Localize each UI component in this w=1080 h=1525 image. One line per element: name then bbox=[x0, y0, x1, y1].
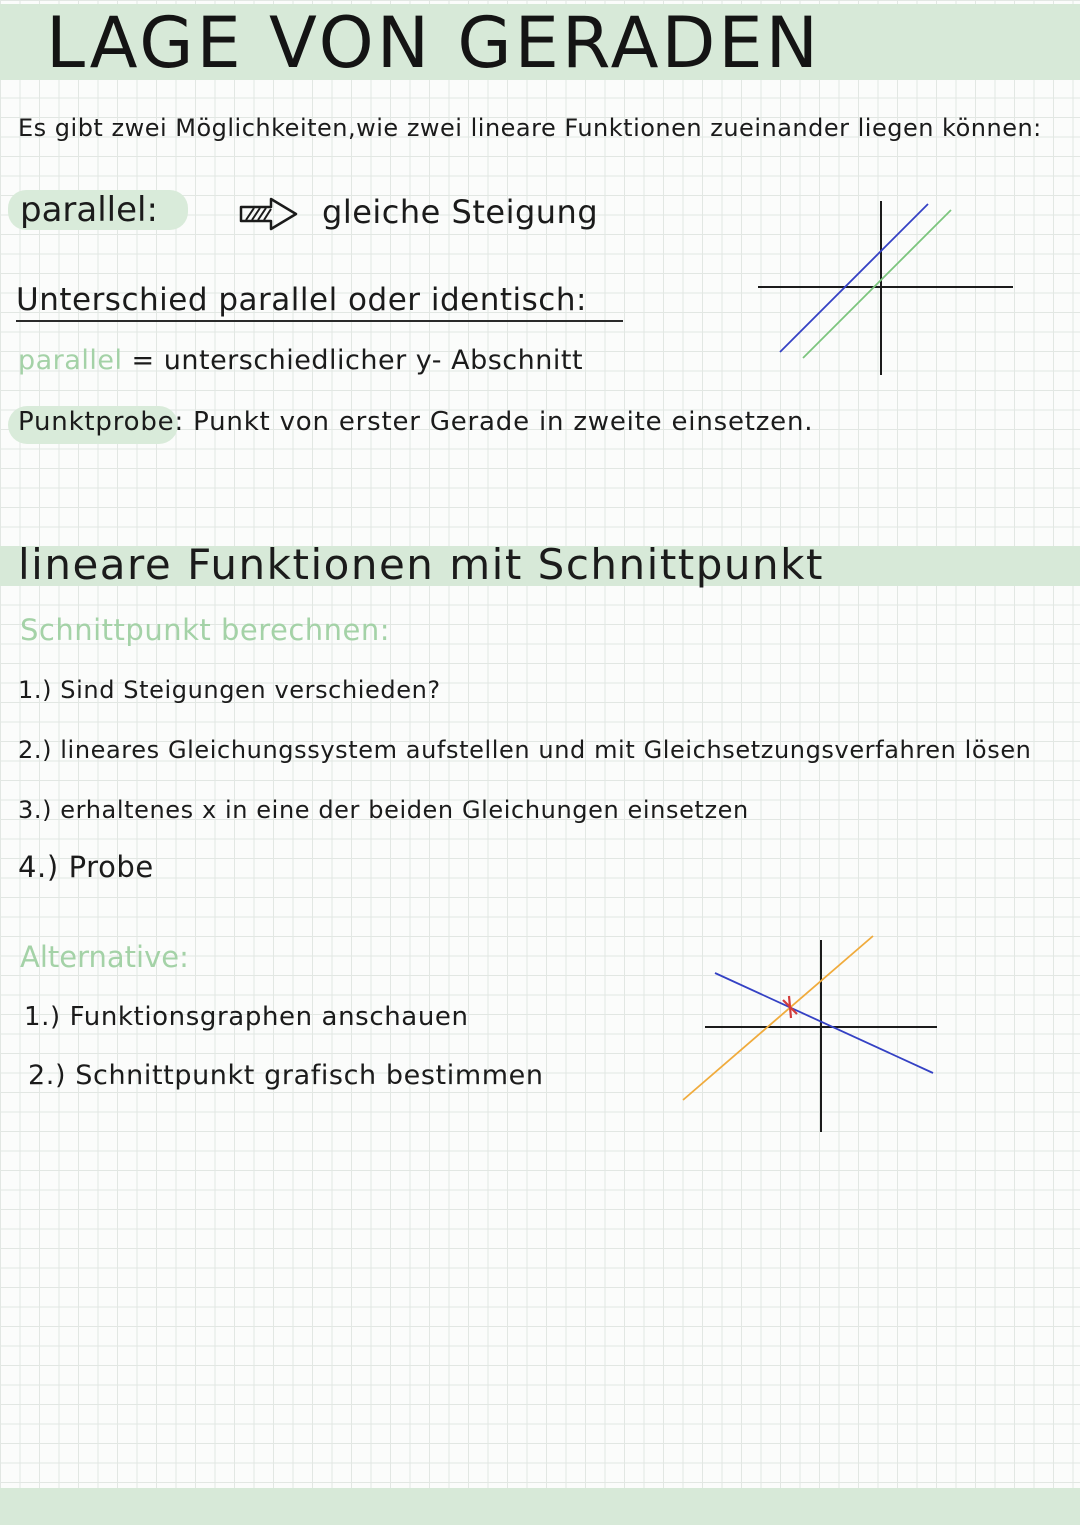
parallel-line-green bbox=[803, 210, 951, 358]
cross-marker-icon bbox=[783, 996, 797, 1018]
arrow-right-icon bbox=[238, 194, 300, 234]
intersection-graph bbox=[675, 932, 945, 1137]
section-title: lineare Funktionen mit Schnittpunkt bbox=[18, 540, 824, 589]
alternative-label: Alternative: bbox=[20, 940, 189, 974]
definition-text: = unterschiedlicher y- Abschnitt bbox=[131, 345, 584, 376]
punktprobe-label: Punktprobe: bbox=[18, 407, 185, 437]
difference-heading: Unterschied parallel oder identisch: bbox=[16, 282, 623, 322]
alternative-step-2: 2.) Schnittpunkt grafisch bestimmen bbox=[28, 1060, 544, 1091]
page-title: LAGE VON GERADEN bbox=[46, 2, 822, 84]
footer-band bbox=[0, 1488, 1080, 1525]
step-3: 3.) erhaltenes x in eine der beiden Gleichungen einsetzen bbox=[18, 796, 749, 824]
step-2: 2.) lineares Gleichungssystem aufstellen und mit Gleichsetzungsverfahren lösen bbox=[18, 736, 1032, 764]
parallel-definition bbox=[18, 345, 583, 376]
punktprobe-text: Punkt von erster Gerade in zweite einsetzen. bbox=[193, 407, 814, 437]
intro-text: Es gibt zwei Möglichkeiten,wie zwei lineare Funktionen zueinander liegen können: bbox=[18, 114, 1042, 142]
parallel-graph bbox=[755, 195, 1020, 380]
same-slope-text: gleiche Steigung bbox=[322, 193, 599, 231]
punktprobe-line bbox=[18, 407, 813, 437]
parallel-label: parallel: bbox=[20, 190, 158, 230]
step-1: 1.) Sind Steigungen verschieden? bbox=[18, 676, 441, 704]
parallel-line-blue bbox=[780, 204, 928, 352]
parallel-term: parallel bbox=[18, 345, 123, 376]
alternative-step-1: 1.) Funktionsgraphen anschauen bbox=[24, 1002, 469, 1032]
section-subtitle: Schnittpunkt berechnen: bbox=[20, 613, 391, 647]
intersection-line-orange bbox=[683, 936, 873, 1100]
intersection-line-blue bbox=[715, 973, 933, 1073]
step-4: 4.) Probe bbox=[18, 850, 154, 884]
